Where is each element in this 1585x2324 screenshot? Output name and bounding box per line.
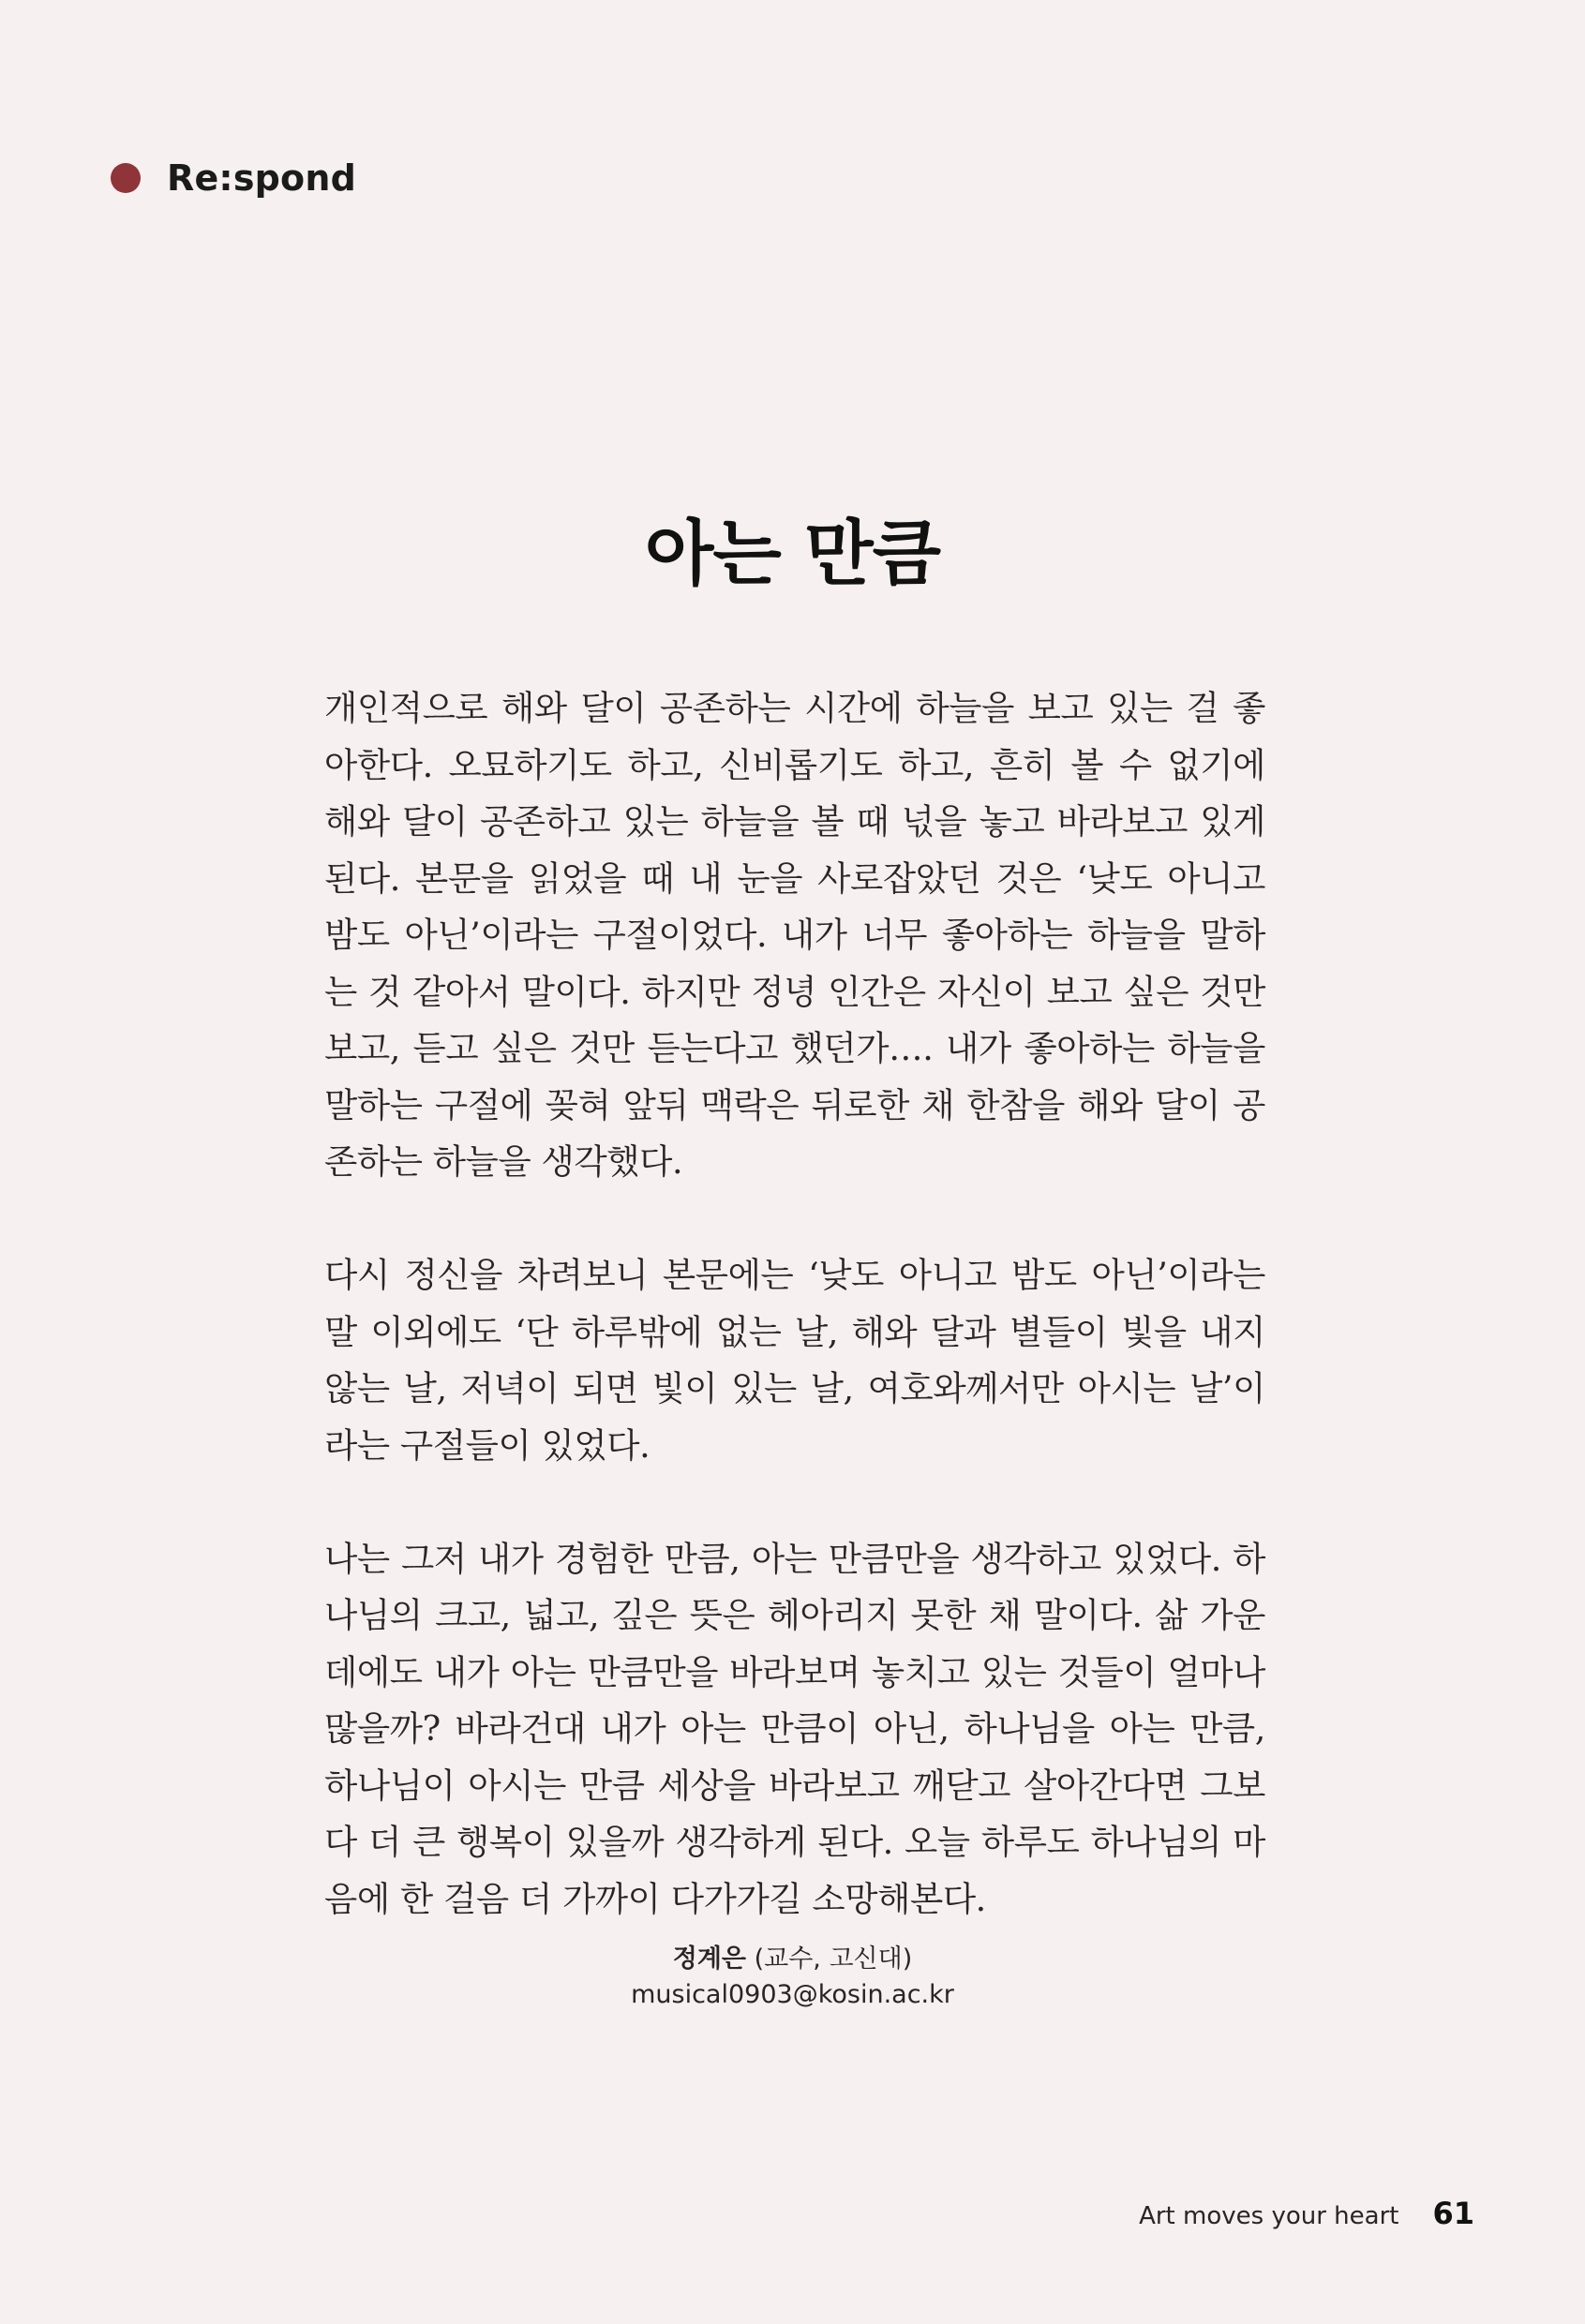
article-body xyxy=(324,680,1265,1985)
section-bullet-icon xyxy=(111,163,141,193)
author-line xyxy=(0,1942,1585,1977)
footer-slogan: Art moves your heart xyxy=(1139,2202,1399,2230)
author-block xyxy=(0,1942,1585,2013)
article-paragraph: 나는 그저 내가 경험한 만큼, 아는 만큼만을 생각하고 있었다. 하나님의 크고, 넓고, 깊은 뜻은 헤아리지 못한 채 말이다. 삶 가운데에도 내가 아는 만큼만을 바라보며 놓치고 있는 것들이 얼마나 많을까? 바라건대 내가 아는 만큼이 아닌, 하나님을 아는 만큼, 하나님이 아시는 만큼 세상을 바라보고 깨닫고 살아간다면 그보다 더 큰 행복이 있을까 생각하게 된다. 오늘 하루도 하나님의 마음에 한 걸음 더 가까이 다가가길 소망해본다. xyxy=(324,1538,1265,1919)
author-affiliation: (교수, 고신대) xyxy=(754,1944,913,1974)
page-number: 61 xyxy=(1432,2196,1474,2231)
article-paragraph: 개인적으로 해와 달이 공존하는 시간에 하늘을 보고 있는 걸 좋아한다. 오묘하기도 하고, 신비롭기도 하고, 흔히 볼 수 없기에 해와 달이 공존하고 있는 하늘을 볼 때 넋을 놓고 바라보고 있게 된다. 본문을 읽었을 때 내 눈을 사로잡았던 것은 ‘낮도 아니고 밤도 아닌’이라는 구절이었다. 내가 너무 좋아하는 하늘을 말하는 것 같아서 말이다. 하지만 정녕 인간은 자신이 보고 싶은 것만 보고, 듣고 싶은 것만 듣는다고 했던가…. 내가 좋아하는 하늘을 말하는 구절에 꽂혀 앞뒤 맥락은 뒤로한 채 한참을 해와 달이 공존하는 하늘을 생각했다. xyxy=(324,688,1265,1182)
section-header xyxy=(111,157,356,199)
author-email: musical0903@kosin.ac.kr xyxy=(631,1980,954,2009)
article-title: 아는 만큼 xyxy=(644,512,941,595)
author-name: 정계은 xyxy=(672,1944,746,1974)
page-footer xyxy=(1139,2196,1474,2231)
section-label: Re:spond xyxy=(167,157,357,199)
article-paragraph: 다시 정신을 차려보니 본문에는 ‘낮도 아니고 밤도 아닌’이라는 말 이외에도 ‘단 하루밖에 없는 날, 해와 달과 별들이 빛을 내지 않는 날, 저녁이 되면 빛이 있는 날, 여호와께서만 아시는 날’이라는 구절들이 있었다. xyxy=(324,1255,1265,1466)
